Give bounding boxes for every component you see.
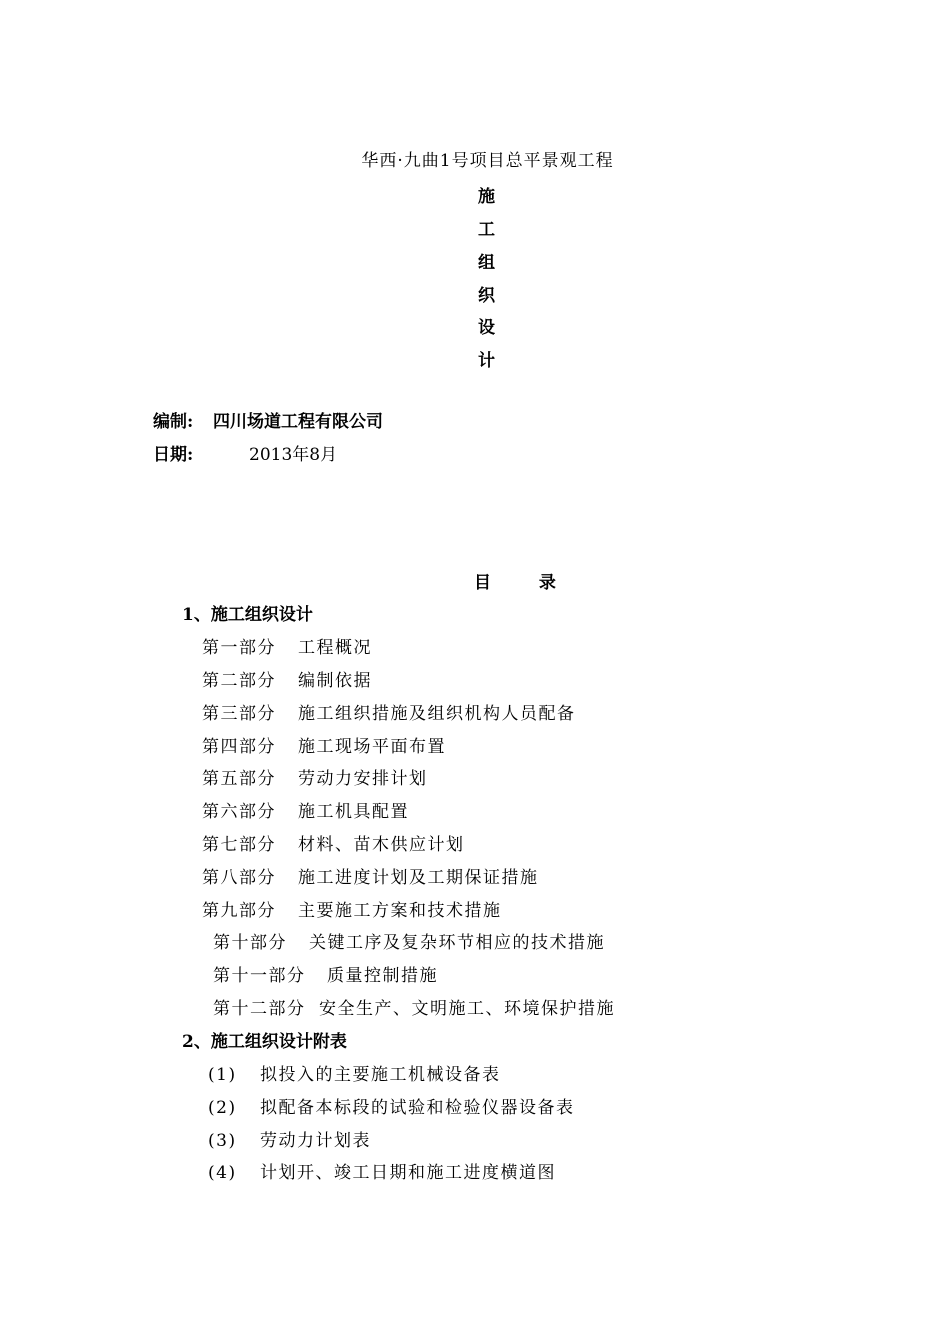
- toc-item-label: (3): [208, 1131, 237, 1151]
- toc-item-text: 计划开、竣工日期和施工进度横道图: [260, 1163, 556, 1183]
- toc-title: [474, 568, 556, 593]
- toc-item: [202, 797, 409, 822]
- date-value: 2013年8月: [249, 445, 338, 465]
- toc-item-text: 主要施工方案和技术措施: [298, 901, 502, 921]
- toc-item: [202, 699, 576, 724]
- toc-item-text: 劳动力计划表: [260, 1131, 371, 1151]
- toc-item-text: 施工机具配置: [298, 802, 409, 822]
- toc-item: [213, 961, 438, 986]
- doc-title-char: 施: [478, 187, 495, 207]
- doc-title-char: 织: [478, 286, 495, 306]
- toc-item-label: (1): [208, 1065, 237, 1085]
- toc-item: [213, 994, 615, 1019]
- toc-item: [202, 896, 502, 921]
- toc-item: [202, 764, 428, 789]
- toc-item-label: 第九部分: [202, 901, 276, 921]
- toc-item-text: 安全生产、文明施工、环境保护措施: [319, 999, 615, 1019]
- project-title: 华西·九曲1号项目总平景观工程: [361, 151, 614, 171]
- doc-title-char: 工: [478, 220, 495, 240]
- toc-item: [202, 732, 446, 757]
- doc-title-char: 组: [478, 253, 495, 273]
- compiler-value: 四川场道工程有限公司: [213, 412, 383, 432]
- toc-item-label: 第八部分: [202, 868, 276, 888]
- toc-appendix-item: [208, 1158, 556, 1183]
- doc-title-char: 设: [478, 318, 495, 338]
- doc-title-char: 计: [478, 351, 495, 371]
- toc-appendix-item: [208, 1060, 501, 1085]
- toc-item-text: 拟配备本标段的试验和检验仪器设备表: [260, 1098, 575, 1118]
- toc-item-label: 第五部分: [202, 769, 276, 789]
- toc-section-1-title: 1、施工组织设计: [182, 605, 313, 625]
- toc-appendix-item: [208, 1126, 371, 1151]
- toc-title-left: 目: [474, 573, 491, 593]
- toc-item-text: 工程概况: [298, 638, 372, 658]
- toc-item-label: 第二部分: [202, 671, 276, 691]
- toc-item: [202, 666, 372, 691]
- toc-item-label: (4): [208, 1163, 237, 1183]
- date-label: 日期:: [153, 445, 194, 465]
- toc-item-text: 拟投入的主要施工机械设备表: [260, 1065, 501, 1085]
- toc-item-label: 第十一部分: [213, 966, 306, 986]
- toc-item: [202, 830, 465, 855]
- toc-item-label: 第四部分: [202, 737, 276, 757]
- toc-item-label: 第十二部分: [213, 999, 306, 1019]
- toc-item-label: 第七部分: [202, 835, 276, 855]
- toc-item-text: 施工现场平面布置: [298, 737, 446, 757]
- toc-item-label: 第三部分: [202, 704, 276, 724]
- toc-item: [202, 633, 372, 658]
- toc-item-label: 第十部分: [213, 933, 287, 953]
- toc-item-text: 质量控制措施: [327, 966, 438, 986]
- toc-item-text: 关键工序及复杂环节相应的技术措施: [309, 933, 605, 953]
- toc-item-label: (2): [208, 1098, 237, 1118]
- toc-item: [213, 928, 605, 953]
- toc-appendix-item: [208, 1093, 575, 1118]
- toc-item-text: 劳动力安排计划: [298, 769, 428, 789]
- toc-item-text: 材料、苗木供应计划: [298, 835, 465, 855]
- toc-item-text: 施工组织措施及组织机构人员配备: [298, 704, 576, 724]
- toc-item: [202, 863, 539, 888]
- compiler-label: 编制:: [153, 412, 194, 432]
- toc-item-label: 第六部分: [202, 802, 276, 822]
- toc-item-text: 编制依据: [298, 671, 372, 691]
- toc-item-label: 第一部分: [202, 638, 276, 658]
- toc-item-text: 施工进度计划及工期保证措施: [298, 868, 539, 888]
- toc-section-2-title: 2、施工组织设计附表: [182, 1032, 347, 1052]
- toc-title-right: 录: [538, 573, 556, 593]
